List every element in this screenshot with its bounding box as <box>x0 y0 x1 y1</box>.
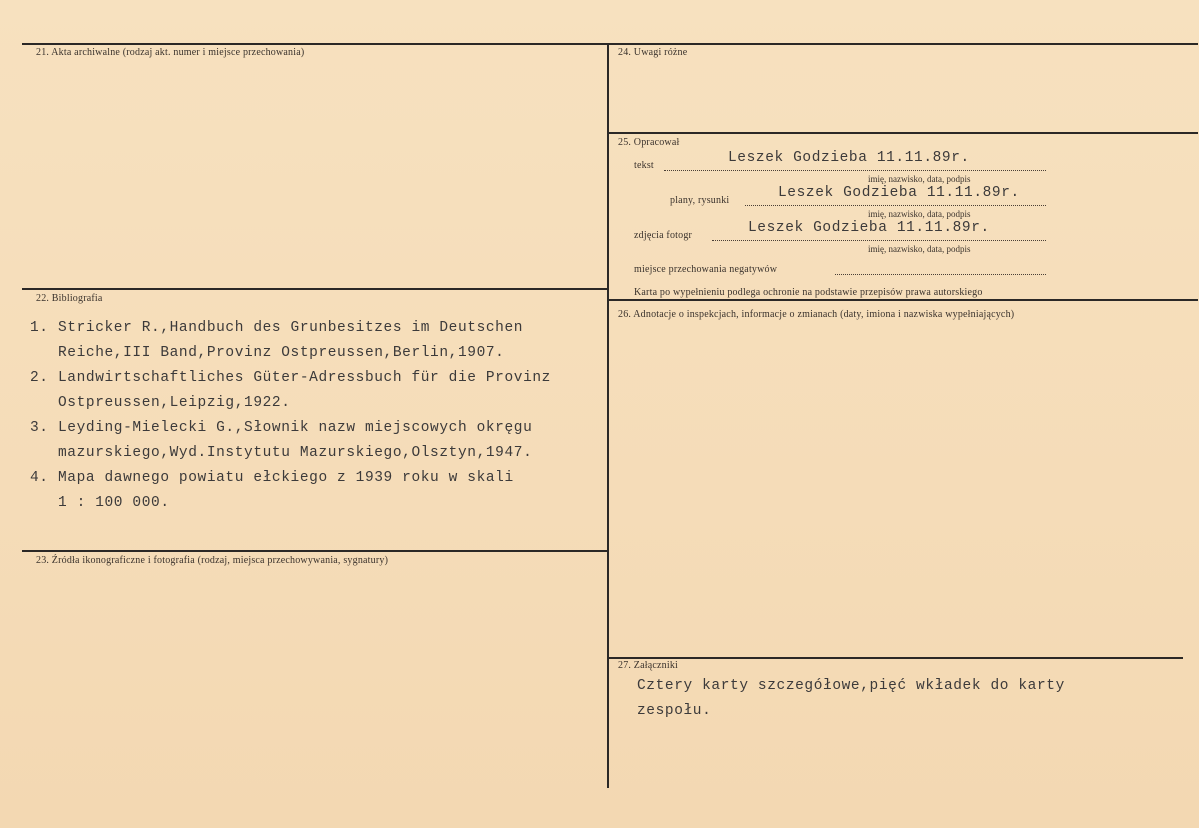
bib-entry-2-line2 <box>30 395 291 411</box>
center-divider <box>607 43 609 788</box>
bib-entry-4-line2 <box>30 495 170 511</box>
plany-caption: imię, nazwisko, data, podpis <box>868 209 971 219</box>
bib-entry-1-cont: Reiche,III Band,Provinz Ostpreussen,Berlin,1907. <box>58 345 505 361</box>
rule-25 <box>609 132 1198 134</box>
bib-entry-4-cont: 1 : 100 000. <box>58 495 170 511</box>
rule-22 <box>22 288 609 290</box>
plany-value: Leszek Godzieba 11.11.89r. <box>778 185 1020 201</box>
zdjecia-label: zdjęcia fotogr <box>634 230 693 241</box>
bib-entry-4-text: Mapa dawnego powiatu ełckiego z 1939 roku w skali <box>58 470 514 486</box>
bib-entry-3-line2 <box>30 445 532 461</box>
zalaczniki-line1: Cztery karty szczegółowe,pięć wkładek do karty <box>637 678 1065 694</box>
copyright-note: Karta po wypełnieniu podlega ochronie na podstawie przepisów prawa autorskiego <box>634 287 983 298</box>
bib-entry-2-number: 2. <box>30 370 49 386</box>
bib-entry-4-line1 <box>30 470 514 486</box>
section-25-label: 25. Opracował <box>618 137 680 148</box>
section-22-label: 22. Bibliografia <box>36 293 103 304</box>
tekst-label: tekst <box>634 160 654 171</box>
plany-line <box>745 205 1046 206</box>
section-21-label: 21. Akta archiwalne (rodzaj akt. numer i miejsce przechowania) <box>36 47 305 58</box>
bib-entry-3-line1 <box>30 420 532 436</box>
bib-entry-2-cont: Ostpreussen,Leipzig,1922. <box>58 395 291 411</box>
bib-entry-1-line2 <box>30 345 504 361</box>
negatywy-label: miejsce przechowania negatywów <box>634 264 778 275</box>
section-23-label: 23. Źródła ikonograficzne i fotografia (rodzaj, miejsca przechowywania, sygnatury) <box>36 555 389 566</box>
tekst-line <box>664 170 1046 171</box>
rule-26 <box>609 299 1198 301</box>
zdjecia-line <box>712 240 1046 241</box>
bib-entry-3-text: Leyding-Mielecki G.,Słownik nazw miejscowych okręgu <box>58 420 533 436</box>
tekst-value: Leszek Godzieba 11.11.89r. <box>728 150 970 166</box>
negatywy-line <box>835 274 1046 275</box>
zdjecia-value: Leszek Godzieba 11.11.89r. <box>748 220 990 236</box>
zdjecia-caption: imię, nazwisko, data, podpis <box>868 244 971 254</box>
zalaczniki-line2: zespołu. <box>637 703 712 719</box>
section-24-label: 24. Uwagi różne <box>618 47 688 58</box>
bib-entry-1-text: Stricker R.,Handbuch des Grunbesitzes im Deutschen <box>58 320 524 336</box>
top-rule <box>22 43 1198 45</box>
tekst-caption: imię, nazwisko, data, podpis <box>868 174 971 184</box>
rule-27 <box>609 657 1183 659</box>
bib-entry-1-line1 <box>30 320 523 336</box>
bib-entry-2-text: Landwirtschaftliches Güter-Adressbuch für die Provinz <box>58 370 551 386</box>
bib-entry-2-line1 <box>30 370 551 386</box>
plany-label: plany, rysunki <box>670 195 730 206</box>
bib-entry-1-number: 1. <box>30 320 49 336</box>
bib-entry-4-number: 4. <box>30 470 49 486</box>
section-27-label: 27. Załączniki <box>618 660 678 671</box>
rule-23 <box>22 550 609 552</box>
bib-entry-3-number: 3. <box>30 420 49 436</box>
bib-entry-3-cont: mazurskiego,Wyd.Instytutu Mazurskiego,Olsztyn,1947. <box>58 445 533 461</box>
section-26-label: 26. Adnotacje o inspekcjach, informacje o zmianach (daty, imiona i nazwiska wypełniających) <box>618 309 1015 320</box>
